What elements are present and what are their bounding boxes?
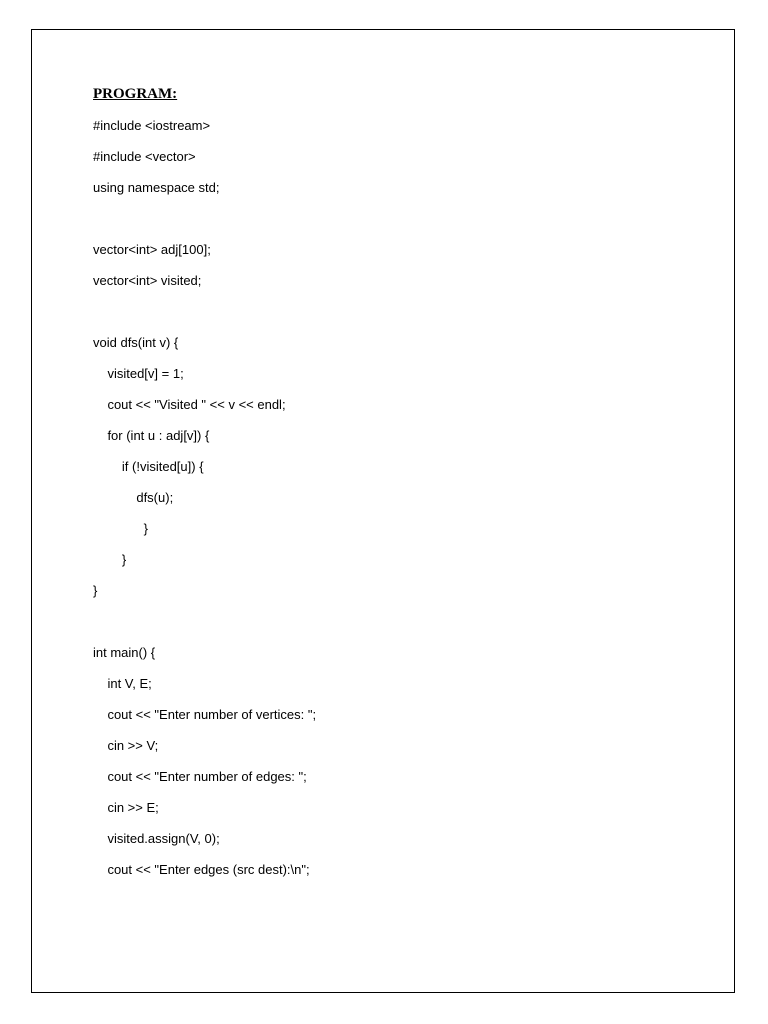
code-line-9: visited[v] = 1; [93, 366, 184, 381]
code-line-22: cout << "Enter number of edges: "; [93, 769, 307, 784]
code-line-19: int V, E; [93, 676, 152, 691]
code-line-21: cin >> V; [93, 738, 159, 753]
code-line-10: cout << "Visited " << v << endl; [93, 397, 286, 412]
code-line-23: cin >> E; [93, 800, 159, 815]
code-line-24: visited.assign(V, 0); [93, 831, 220, 846]
code-line-14: } [93, 521, 148, 536]
code-line-5: vector<int> adj[100]; [93, 242, 211, 257]
code-line-25: cout << "Enter edges (src dest):\n"; [93, 862, 310, 877]
code-line-20: cout << "Enter number of vertices: "; [93, 707, 317, 722]
code-line-1: #include <iostream> [93, 118, 211, 133]
code-line-2: #include <vector> [93, 149, 196, 164]
code-line-8: void dfs(int v) { [93, 335, 179, 350]
code-line-16: } [93, 583, 98, 598]
code-line-6: vector<int> visited; [93, 273, 202, 288]
code-line-15: } [93, 552, 127, 567]
code-line-18: int main() { [93, 645, 156, 660]
code-line-3: using namespace std; [93, 180, 220, 195]
code-line-13: dfs(u); [93, 490, 174, 505]
program-heading: PROGRAM: [93, 86, 178, 102]
page-border [31, 29, 735, 993]
code-line-11: for (int u : adj[v]) { [93, 428, 210, 443]
code-line-12: if (!visited[u]) { [93, 459, 204, 474]
